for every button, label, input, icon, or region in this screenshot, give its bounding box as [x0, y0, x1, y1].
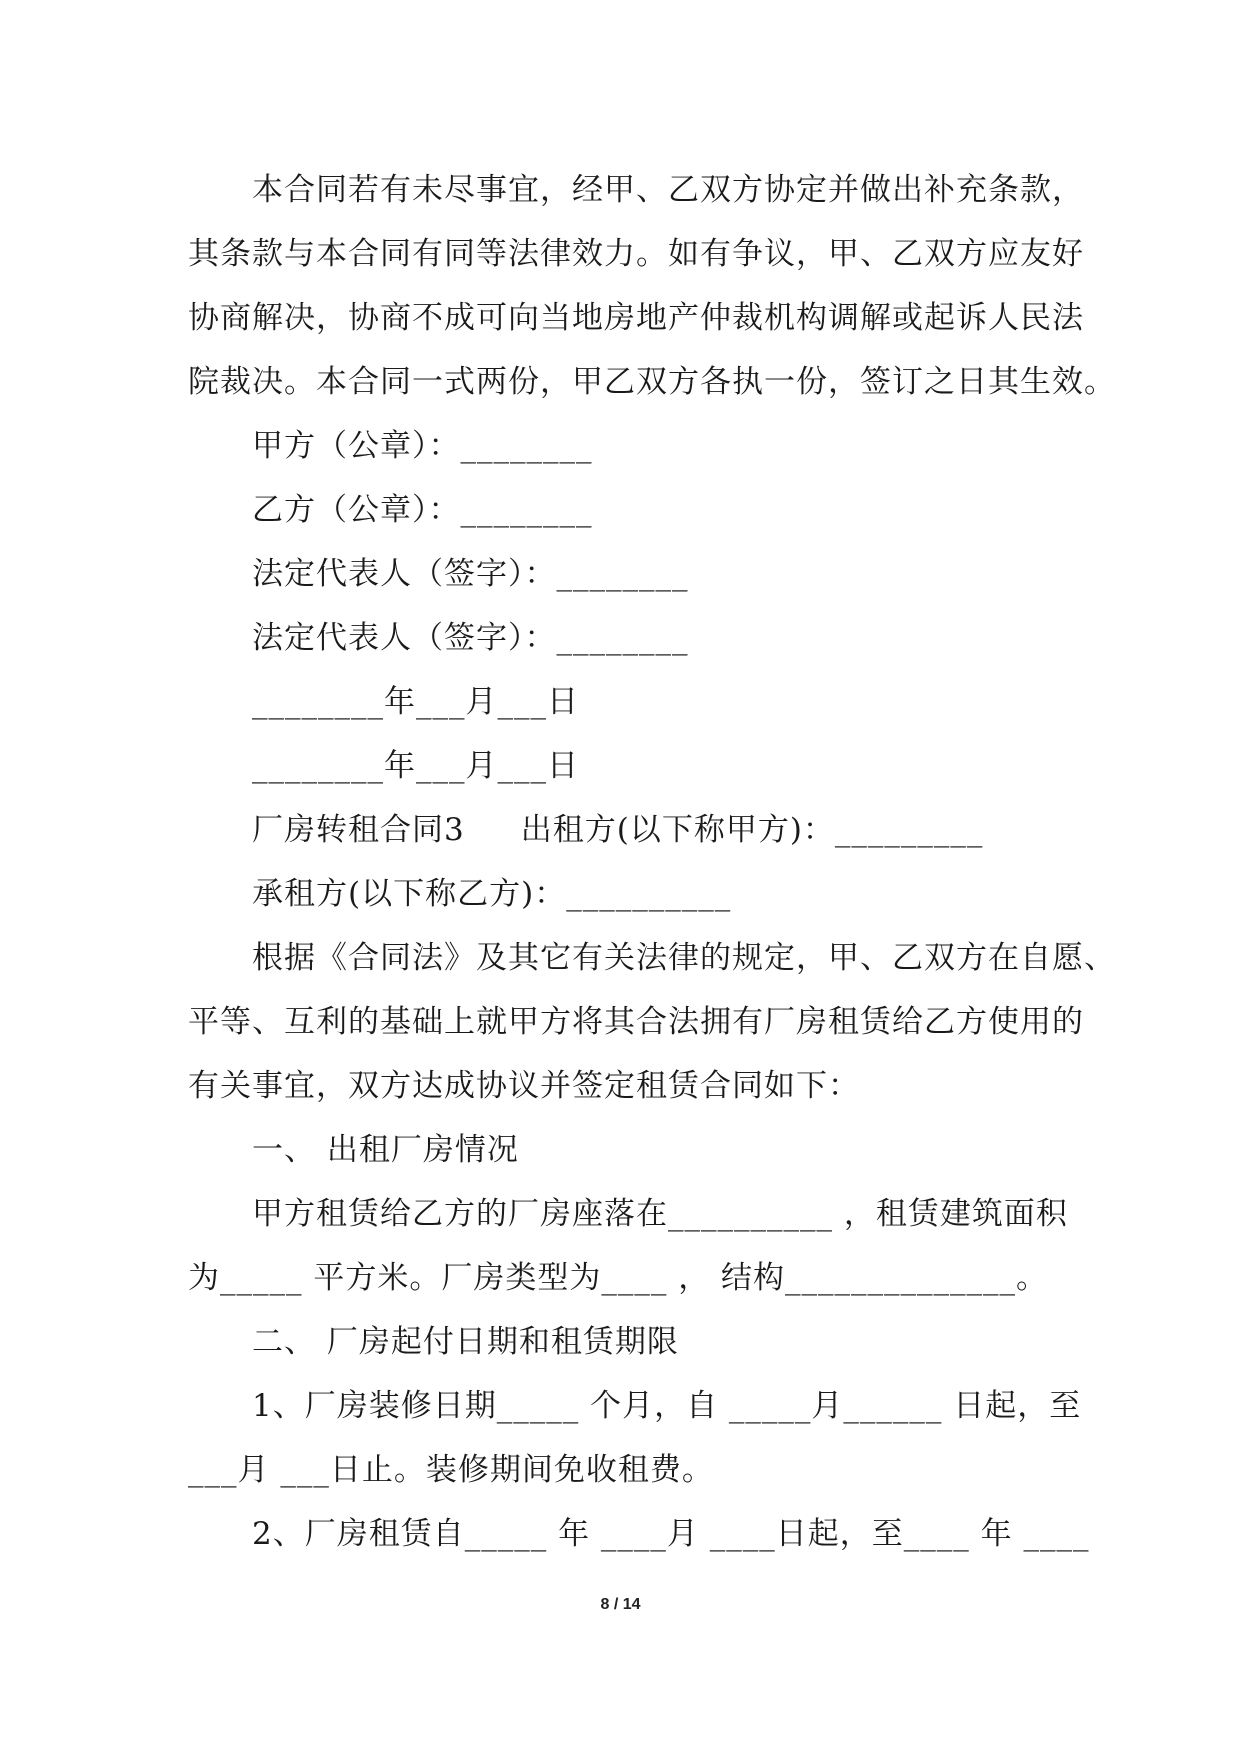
- paragraph-line: 其条款与本合同有同等法律效力。如有争议，甲、乙双方应友好: [188, 236, 1084, 272]
- paragraph-line: 协商解决，协商不成可向当地房地产仲裁机构调解或起诉人民法: [188, 300, 1084, 336]
- page-number: 8 / 14: [600, 1596, 641, 1613]
- paragraph-line: 2、厂房租赁自_____ 年 ____月 ____日起，至____ 年 ____: [252, 1516, 1090, 1552]
- paragraph-line: 根据《合同法》及其它有关法律的规定，甲、乙双方在自愿、: [252, 940, 1116, 976]
- date-line: ________年___月___日: [252, 748, 579, 784]
- paragraph-line: ___月 ___日止。装修期间免收租费。: [188, 1452, 714, 1488]
- paragraph-line: 平等、互利的基础上就甲方将其合法拥有厂房租赁给乙方使用的: [188, 1004, 1084, 1040]
- section-heading: 二、 厂房起付日期和租赁期限: [252, 1324, 679, 1360]
- legal-rep-signature-line: 法定代表人（签字）：________: [252, 620, 689, 656]
- paragraph-line: 本合同若有未尽事宜，经甲、乙双方协定并做出补充条款，: [252, 172, 1084, 208]
- date-line: ________年___月___日: [252, 684, 579, 720]
- lessee-line: 承租方(以下称乙方)：__________: [252, 876, 732, 912]
- party-b-seal-line: 乙方（公章）：________: [252, 492, 593, 528]
- paragraph-line: 1、厂房装修日期_____ 个月，自 _____月______ 日起，至: [252, 1388, 1082, 1424]
- party-a-seal-line: 甲方（公章）：________: [252, 428, 593, 464]
- contract-title: 厂房转租合同3: [252, 812, 465, 848]
- contract-title-line: [188, 798, 1060, 862]
- section-heading: 一、 出租厂房情况: [252, 1132, 519, 1168]
- document-body: [188, 158, 1116, 1566]
- paragraph-line: 为_____ 平方米。厂房类型为____ ， 结构______________。: [188, 1260, 1049, 1296]
- lessor-line: 出租方(以下称甲方)：_________: [520, 812, 984, 848]
- legal-rep-signature-line: 法定代表人（签字）：________: [252, 556, 689, 592]
- paragraph-line: 有关事宜，双方达成协议并签定租赁合同如下：: [188, 1068, 860, 1104]
- paragraph-line: 院裁决。本合同一式两份，甲乙双方各执一份，签订之日其生效。: [188, 364, 1116, 400]
- paragraph-line: 甲方租赁给乙方的厂房座落在__________ ，租赁建筑面积: [252, 1196, 1068, 1232]
